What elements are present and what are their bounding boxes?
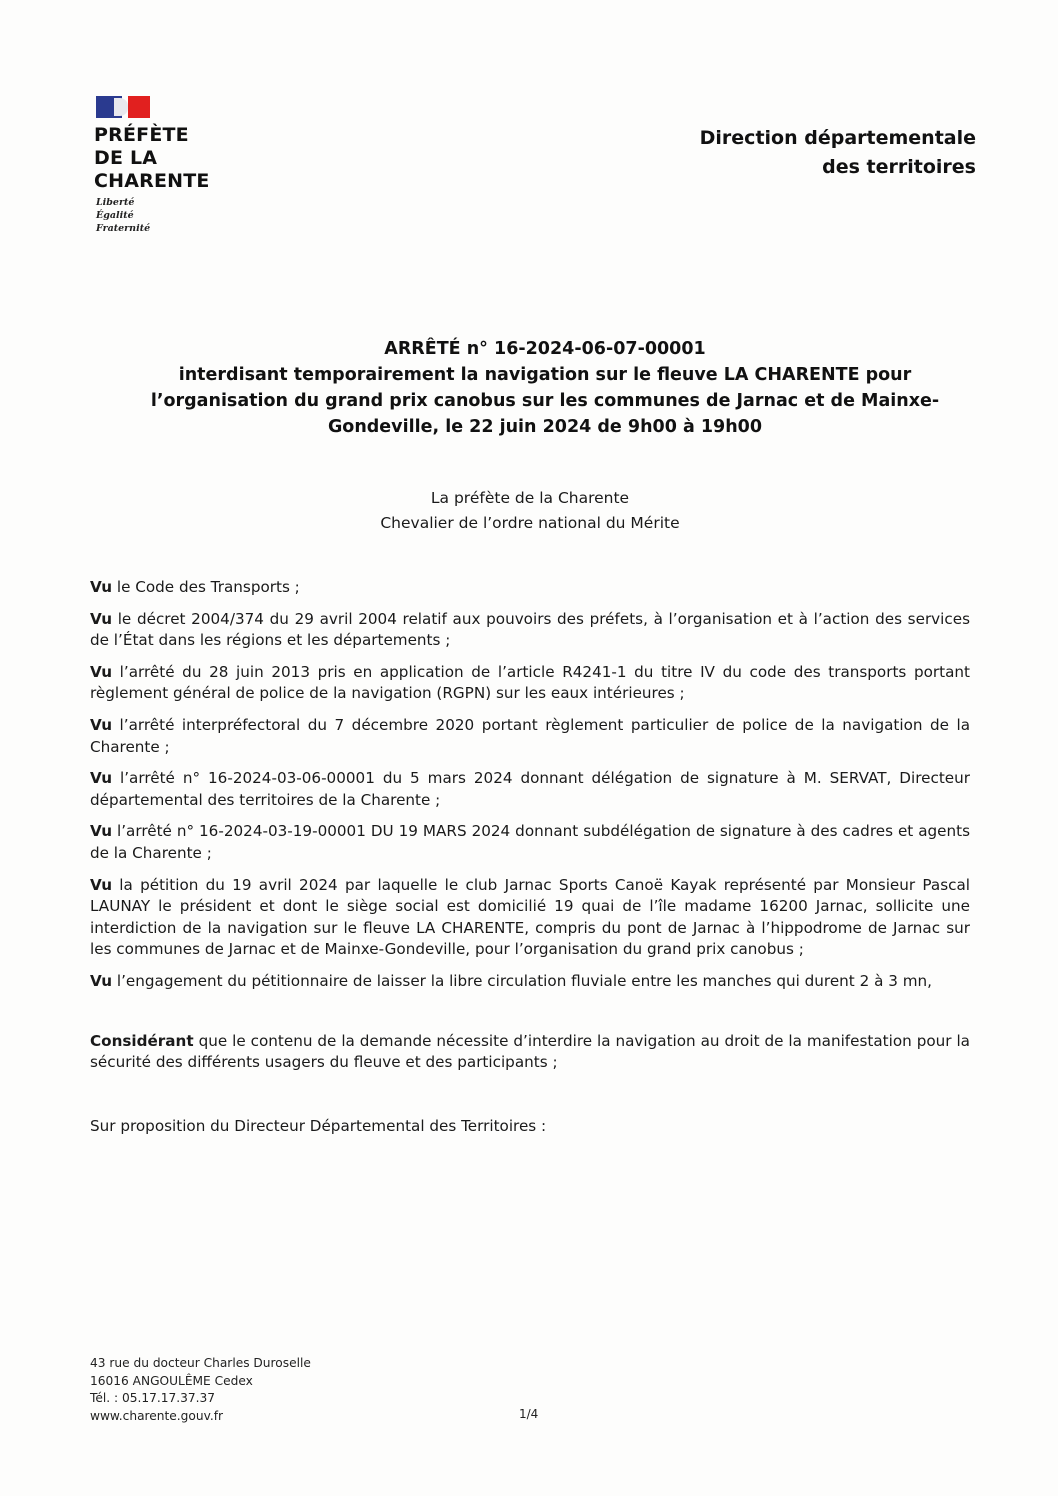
visa-text: l’arrêté interpréfectoral du 7 décembre 2020 portant règlement particulier de police de la navigation de la Charente ; [90,715,970,756]
visa-text: l’arrêté n° 16-2024-03-06-00001 du 5 mars 2024 donnant délégation de signature à M. SERVAT, Directeur départemental des territoires de la Charente ; [90,769,970,809]
motto-line: Liberté [96,197,135,208]
visa-lead: Vu [90,875,113,894]
decree-body [90,577,970,1152]
direction-heading [700,124,976,182]
visa-text: la pétition du 19 avril 2024 par laquelle le club Jarnac Sports Canoë Kayak représenté par Monsieur Pascal LAUNAY le président et dont le siège social est domicilié 19 quai de l’île madame 16200 Jarnac, sollicite une interdiction de la navigation sur le fleuve LA CHARENTE, compris du pont de Jarnac à l’hippodrome de Jarnac sur les communes de Jarnac et de Mainxe-Gondeville, pour l’organisation du grand prix canobus ; [90,875,970,959]
footer-line: 43 rue du docteur Charles Duroselle [90,1356,311,1370]
visa-lead: Vu [90,578,113,596]
visa-text: le Code des Transports ; [112,578,300,596]
prefecture-line: CHARENTE [94,170,210,192]
visa-paragraph [90,715,970,758]
direction-line: Direction départementale [699,127,976,149]
prefecture-line: DE LA [94,147,158,169]
proposition-paragraph: Sur proposition du Directeur Départemental des Territoires : [90,1116,547,1135]
visa-paragraph [90,577,970,599]
visa-paragraph [90,971,970,993]
decree-title [110,336,980,440]
direction-line: des territoires [822,156,976,178]
visa-paragraph [90,875,970,961]
footer-line: Tél. : 05.17.17.37.37 [90,1391,216,1405]
visa-lead: Vu [90,769,113,788]
visa-lead: Vu [90,822,113,841]
prefecture-name [94,124,210,193]
considerant-paragraph [90,1031,970,1074]
footer-line: 16016 ANGOULÊME Cedex [90,1373,253,1388]
visa-text: le décret 2004/374 du 29 avril 2004 relatif aux pouvoirs des préfets, à l’organisation et à l’action des services de l’État dans les régions et les départements ; [90,609,970,650]
signer-honor: Chevalier de l’ordre national du Mérite [380,514,680,532]
visa-text: l’arrêté du 28 juin 2013 pris en application de l’article R4241-1 du titre IV du code des transports portant règlement général de police de la navigation (RGPN) sur les eaux intérieures ; [90,662,970,703]
marianne-flag-icon [96,96,154,118]
republic-motto [96,196,150,235]
visa-paragraph [90,609,970,652]
visa-text: l’arrêté n° 16-2024-03-19-00001 DU 19 MARS 2024 donnant subdélégation de signature à des cadres et agents de la Charente ; [90,822,970,862]
motto-line: Fraternité [96,223,151,234]
visa-lead: Vu [90,971,113,990]
signer-title: La préfète de la Charente [430,489,630,507]
decree-number: ARRÊTÉ n° 16-2024-06-07-00001 [384,339,706,359]
visa-paragraph [90,821,970,864]
visa-paragraph [90,768,970,811]
footer-address [90,1355,311,1425]
visa-paragraph [90,662,970,705]
signer-block [300,486,760,536]
visa-lead: Vu [90,609,113,628]
visa-lead: Vu [90,715,113,734]
considerant-keyword: Considérant [90,1031,194,1050]
footer-website: www.charente.gouv.fr [90,1408,224,1423]
page-number: 1/4 [519,1407,539,1421]
decree-subject: interdisant temporairement la navigation sur le fleuve LA CHARENTE pour l’organisation du grand prix canobus sur les communes de Jarnac et de Mainxe-Gondeville, le 22 juin 2024 de 9h00 à 19h00 [150,365,940,437]
motto-line: Égalité [96,210,134,221]
prefecture-line: PRÉFÈTE [94,124,189,146]
visa-lead: Vu [90,662,113,681]
visa-text: l’engagement du pétitionnaire de laisser la libre circulation fluviale entre les manches qui durent 2 à 3 mn, [112,971,932,990]
considerant-text: que le contenu de la demande nécessite d’interdire la navigation au droit de la manifestation pour la sécurité des différents usagers du fleuve et des participants ; [90,1031,970,1072]
